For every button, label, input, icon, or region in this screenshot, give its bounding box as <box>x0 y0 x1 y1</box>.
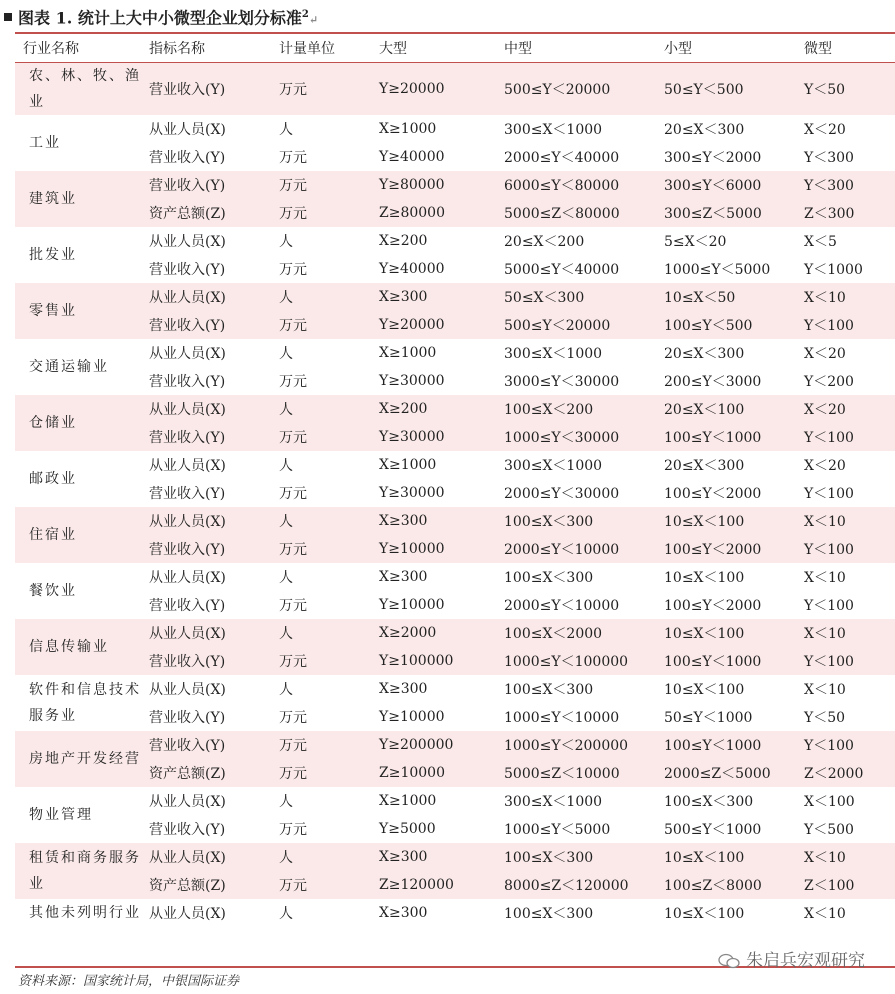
large-cell: Y≥30000 <box>379 373 445 389</box>
indicator-cell: 从业人员(X) <box>149 570 226 586</box>
table-row <box>15 899 895 927</box>
micro-cell: Z＜300 <box>800 199 895 227</box>
medium-cell: 20≤X＜200 <box>504 234 585 250</box>
small-cell: 5≤X＜20 <box>664 234 727 250</box>
small-cell: 200≤Y＜3000 <box>664 374 762 390</box>
table-row <box>15 731 895 759</box>
unit-cell: 万元 <box>275 199 375 227</box>
unit-cell: 万元 <box>279 598 307 614</box>
table-row <box>15 619 895 647</box>
medium-cell: 2000≤Y＜10000 <box>500 535 660 563</box>
large-cell: Y≥80000 <box>375 171 500 199</box>
medium-cell: 6000≤Y＜80000 <box>500 171 660 199</box>
indicator-cell: 从业人员(X) <box>149 458 226 474</box>
small-cell: 20≤X＜300 <box>664 122 745 138</box>
table-row <box>15 63 895 116</box>
unit-cell: 人 <box>279 458 293 474</box>
medium-cell: 1000≤Y＜200000 <box>500 731 660 759</box>
micro-cell: Y＜500 <box>804 822 854 838</box>
indicator-cell: 资产总额(Z) <box>145 871 275 899</box>
watermark-text: 朱启兵宏观研究 <box>746 951 865 971</box>
large-cell: Y≥40000 <box>379 261 445 277</box>
unit-cell: 人 <box>275 395 375 423</box>
micro-cell: Y＜100 <box>800 535 895 563</box>
medium-cell: 300≤X＜1000 <box>504 346 603 362</box>
indicator-cell: 从业人员(X) <box>149 906 226 922</box>
header-industry: 行业名称 <box>15 34 145 63</box>
micro-cell: X＜20 <box>804 458 846 474</box>
indicator-cell: 从业人员(X) <box>145 843 275 871</box>
indicator-cell: 营业收入(Y) <box>149 486 226 502</box>
small-cell: 10≤X＜100 <box>660 619 800 647</box>
micro-cell: X＜10 <box>804 570 846 586</box>
large-cell: Y≥10000 <box>375 535 500 563</box>
micro-cell: Y＜100 <box>804 486 854 502</box>
unit-cell: 万元 <box>279 822 307 838</box>
small-cell: 10≤X＜100 <box>664 570 745 586</box>
medium-cell: 1000≤Y＜5000 <box>504 822 611 838</box>
micro-cell: X＜20 <box>804 346 846 362</box>
unit-cell: 人 <box>279 794 293 810</box>
table-row <box>15 507 895 535</box>
indicator-cell: 营业收入(Y) <box>149 374 226 390</box>
industry-name: 住宿业 <box>15 507 145 563</box>
industry-name: 其他未列明行业 <box>29 905 141 921</box>
table-row <box>15 199 895 227</box>
table-row <box>15 675 895 703</box>
table-row <box>15 227 895 255</box>
indicator-cell: 营业收入(Y) <box>149 822 226 838</box>
micro-cell: Y＜100 <box>800 311 895 339</box>
table-row <box>15 647 895 675</box>
unit-cell: 万元 <box>275 311 375 339</box>
paragraph-mark: ↵ <box>308 13 319 27</box>
medium-cell: 500≤Y＜20000 <box>500 311 660 339</box>
indicator-cell: 营业收入(Y) <box>149 262 226 278</box>
medium-cell: 3000≤Y＜30000 <box>504 374 620 390</box>
medium-cell: 300≤X＜1000 <box>504 122 603 138</box>
industry-name: 餐饮业 <box>29 583 77 599</box>
header-large: 大型 <box>375 34 500 63</box>
table-row <box>15 143 895 171</box>
bullet-square-icon <box>4 13 12 21</box>
industry-name: 租赁和商务服务业 <box>15 843 145 899</box>
small-cell: 100≤X＜300 <box>664 794 754 810</box>
small-cell: 300≤Y＜2000 <box>664 150 762 166</box>
small-cell: 2000≤Z＜5000 <box>660 759 800 787</box>
large-cell: Y≥40000 <box>379 149 445 165</box>
indicator-cell: 资产总额(Z) <box>145 199 275 227</box>
large-cell: Y≥20000 <box>375 63 500 116</box>
micro-cell: X＜10 <box>800 283 895 311</box>
industry-name: 零售业 <box>15 283 145 339</box>
medium-cell: 100≤X＜200 <box>500 395 660 423</box>
unit-cell: 万元 <box>275 731 375 759</box>
small-cell: 500≤Y＜1000 <box>664 822 762 838</box>
indicator-cell: 从业人员(X) <box>149 346 226 362</box>
micro-cell: X＜10 <box>804 682 846 698</box>
small-cell: 100≤Y＜1000 <box>660 423 800 451</box>
large-cell: X≥300 <box>379 681 428 697</box>
small-cell: 1000≤Y＜5000 <box>664 262 771 278</box>
indicator-cell: 营业收入(Y) <box>149 150 226 166</box>
large-cell: Z≥120000 <box>375 871 500 899</box>
indicator-cell: 从业人员(X) <box>149 234 226 250</box>
medium-cell: 2000≤Y＜30000 <box>504 486 620 502</box>
table-row <box>15 591 895 619</box>
indicator-cell: 从业人员(X) <box>145 507 275 535</box>
small-cell: 20≤X＜100 <box>660 395 800 423</box>
small-cell: 100≤Y＜1000 <box>660 647 800 675</box>
unit-cell: 万元 <box>279 374 307 390</box>
micro-cell: Y＜300 <box>800 171 895 199</box>
micro-cell: Y＜100 <box>800 423 895 451</box>
table-row <box>15 703 895 731</box>
large-cell: X≥300 <box>379 569 428 585</box>
micro-cell: X＜10 <box>800 507 895 535</box>
table-row <box>15 871 895 899</box>
large-cell: X≥300 <box>375 843 500 871</box>
industry-name: 信息传输业 <box>15 619 145 675</box>
indicator-cell: 从业人员(X) <box>149 682 226 698</box>
indicator-cell: 营业收入(Y) <box>149 710 226 726</box>
unit-cell: 人 <box>275 507 375 535</box>
table-row <box>15 311 895 339</box>
micro-cell: Y＜1000 <box>804 262 863 278</box>
indicator-cell: 营业收入(Y) <box>145 311 275 339</box>
unit-cell: 万元 <box>275 871 375 899</box>
table-row <box>15 255 895 283</box>
small-cell: 100≤Y＜500 <box>660 311 800 339</box>
small-cell: 100≤Y＜2000 <box>664 486 762 502</box>
medium-cell: 500≤Y＜20000 <box>500 63 660 116</box>
small-cell: 10≤X＜50 <box>660 283 800 311</box>
industry-name: 工业 <box>29 135 61 151</box>
large-cell: X≥300 <box>379 905 428 921</box>
medium-cell: 2000≤Y＜40000 <box>504 150 620 166</box>
unit-cell: 人 <box>279 346 293 362</box>
large-cell: X≥200 <box>379 233 428 249</box>
unit-cell: 万元 <box>275 535 375 563</box>
small-cell: 10≤X＜100 <box>664 906 745 922</box>
unit-cell: 人 <box>279 682 293 698</box>
micro-cell: X＜10 <box>800 843 895 871</box>
indicator-cell: 营业收入(Y) <box>145 647 275 675</box>
small-cell: 20≤X＜300 <box>664 346 745 362</box>
micro-cell: Z＜100 <box>800 871 895 899</box>
table-row <box>15 563 895 591</box>
medium-cell: 50≤X＜300 <box>500 283 660 311</box>
table-row <box>15 479 895 507</box>
industry-name: 仓储业 <box>15 395 145 451</box>
industry-name: 房地产开发经营 <box>15 731 145 787</box>
header-micro: 微型 <box>800 34 895 63</box>
footnote-number: 2 <box>301 9 309 20</box>
indicator-cell: 营业收入(Y) <box>145 63 275 116</box>
large-cell: Y≥100000 <box>375 647 500 675</box>
table-row <box>15 171 895 199</box>
medium-cell: 300≤X＜1000 <box>504 458 603 474</box>
unit-cell: 人 <box>279 122 293 138</box>
table-row <box>15 115 895 143</box>
medium-cell: 100≤X＜300 <box>504 682 594 698</box>
large-cell: X≥1000 <box>379 121 437 137</box>
header-medium: 中型 <box>500 34 660 63</box>
unit-cell: 人 <box>275 619 375 647</box>
industry-name: 物业管理 <box>29 807 93 823</box>
unit-cell: 万元 <box>275 647 375 675</box>
table-row <box>15 759 895 787</box>
small-cell: 100≤Y＜2000 <box>664 598 762 614</box>
medium-cell: 100≤X＜2000 <box>500 619 660 647</box>
indicator-cell: 从业人员(X) <box>149 794 226 810</box>
large-cell: Y≥5000 <box>379 821 436 837</box>
medium-cell: 1000≤Y＜30000 <box>500 423 660 451</box>
medium-cell: 100≤X＜300 <box>504 906 594 922</box>
table-row <box>15 339 895 367</box>
micro-cell: X＜5 <box>804 234 837 250</box>
industry-name: 批发业 <box>29 247 77 263</box>
header-indicator: 指标名称 <box>145 34 275 63</box>
table-row <box>15 815 895 843</box>
micro-cell: Y＜100 <box>800 731 895 759</box>
large-cell: X≥200 <box>375 395 500 423</box>
small-cell: 10≤X＜100 <box>660 843 800 871</box>
small-cell: 50≤Y＜1000 <box>664 710 753 726</box>
indicator-cell: 从业人员(X) <box>145 619 275 647</box>
large-cell: Y≥10000 <box>379 597 445 613</box>
unit-cell: 人 <box>275 283 375 311</box>
indicator-cell: 营业收入(Y) <box>145 535 275 563</box>
medium-cell: 1000≤Y＜100000 <box>500 647 660 675</box>
unit-cell: 万元 <box>275 171 375 199</box>
unit-cell: 万元 <box>279 262 307 278</box>
micro-cell: X＜100 <box>804 794 855 810</box>
table-row <box>15 843 895 871</box>
large-cell: X≥300 <box>375 283 500 311</box>
medium-cell: 2000≤Y＜10000 <box>504 598 620 614</box>
industry-name: 软件和信息技术服务业 <box>29 682 141 724</box>
table-row <box>15 395 895 423</box>
medium-cell: 300≤X＜1000 <box>504 794 603 810</box>
classification-table <box>15 34 895 927</box>
indicator-cell: 资产总额(Z) <box>145 759 275 787</box>
watermark <box>718 946 865 971</box>
unit-cell: 人 <box>279 234 293 250</box>
small-cell: 300≤Z＜5000 <box>660 199 800 227</box>
indicator-cell: 从业人员(X) <box>149 122 226 138</box>
small-cell: 20≤X＜300 <box>664 458 745 474</box>
unit-cell: 万元 <box>279 150 307 166</box>
large-cell: Y≥30000 <box>375 423 500 451</box>
industry-name: 建筑业 <box>15 171 145 227</box>
micro-cell: X＜20 <box>804 122 846 138</box>
indicator-cell: 营业收入(Y) <box>145 423 275 451</box>
small-cell: 50≤Y＜500 <box>660 63 800 116</box>
unit-cell: 人 <box>279 906 293 922</box>
micro-cell: Y＜100 <box>800 647 895 675</box>
large-cell: Z≥80000 <box>375 199 500 227</box>
medium-cell: 5000≤Y＜40000 <box>504 262 620 278</box>
figure-title-text: 图表 1. 统计上大中小微型企业划分标准 <box>18 8 302 28</box>
micro-cell: X＜10 <box>800 619 895 647</box>
unit-cell: 万元 <box>279 486 307 502</box>
table-body <box>15 63 895 928</box>
table-header-row <box>15 34 895 63</box>
header-unit: 计量单位 <box>275 34 375 63</box>
indicator-cell: 营业收入(Y) <box>145 731 275 759</box>
large-cell: Z≥10000 <box>375 759 500 787</box>
small-cell: 300≤Y＜6000 <box>660 171 800 199</box>
table-row <box>15 451 895 479</box>
unit-cell: 人 <box>275 843 375 871</box>
table-row <box>15 787 895 815</box>
large-cell: Y≥10000 <box>379 709 445 725</box>
header-small: 小型 <box>660 34 800 63</box>
small-cell: 10≤X＜100 <box>664 682 745 698</box>
large-cell: X≥300 <box>375 507 500 535</box>
micro-cell: Y＜100 <box>804 598 854 614</box>
indicator-cell: 从业人员(X) <box>145 395 275 423</box>
medium-cell: 100≤X＜300 <box>500 843 660 871</box>
table-row <box>15 535 895 563</box>
micro-cell: Y＜50 <box>800 63 895 116</box>
large-cell: Y≥200000 <box>375 731 500 759</box>
indicator-cell: 营业收入(Y) <box>149 598 226 614</box>
small-cell: 100≤Y＜2000 <box>660 535 800 563</box>
source-note: 资料来源：国家统计局，中银国际证券 <box>18 974 240 989</box>
indicator-cell: 营业收入(Y) <box>145 171 275 199</box>
wechat-icon <box>718 953 740 969</box>
medium-cell: 1000≤Y＜10000 <box>504 710 620 726</box>
industry-name: 邮政业 <box>29 471 77 487</box>
unit-cell: 万元 <box>275 759 375 787</box>
unit-cell: 万元 <box>275 63 375 116</box>
medium-cell: 100≤X＜300 <box>500 507 660 535</box>
medium-cell: 8000≤Z＜120000 <box>500 871 660 899</box>
medium-cell: 5000≤Z＜10000 <box>500 759 660 787</box>
medium-cell: 100≤X＜300 <box>504 570 594 586</box>
unit-cell: 万元 <box>275 423 375 451</box>
indicator-cell: 从业人员(X) <box>145 283 275 311</box>
medium-cell: 5000≤Z＜80000 <box>500 199 660 227</box>
small-cell: 100≤Y＜1000 <box>660 731 800 759</box>
large-cell: X≥2000 <box>375 619 500 647</box>
small-cell: 10≤X＜100 <box>660 507 800 535</box>
micro-cell: X＜20 <box>800 395 895 423</box>
micro-cell: Z＜2000 <box>800 759 895 787</box>
micro-cell: Y＜50 <box>804 710 846 726</box>
table-row <box>15 367 895 395</box>
large-cell: Y≥30000 <box>379 485 445 501</box>
large-cell: X≥1000 <box>379 345 437 361</box>
large-cell: Y≥20000 <box>375 311 500 339</box>
micro-cell: Y＜200 <box>804 374 854 390</box>
small-cell: 100≤Z＜8000 <box>660 871 800 899</box>
large-cell: X≥1000 <box>379 457 437 473</box>
unit-cell: 万元 <box>279 710 307 726</box>
table-row <box>15 283 895 311</box>
micro-cell: Y＜300 <box>804 150 854 166</box>
table-row <box>15 423 895 451</box>
figure-title <box>4 2 318 28</box>
unit-cell: 人 <box>279 570 293 586</box>
micro-cell: X＜10 <box>804 906 846 922</box>
industry-name: 农、林、牧、渔业 <box>15 63 145 116</box>
industry-name: 交通运输业 <box>29 359 109 375</box>
large-cell: X≥1000 <box>379 793 437 809</box>
